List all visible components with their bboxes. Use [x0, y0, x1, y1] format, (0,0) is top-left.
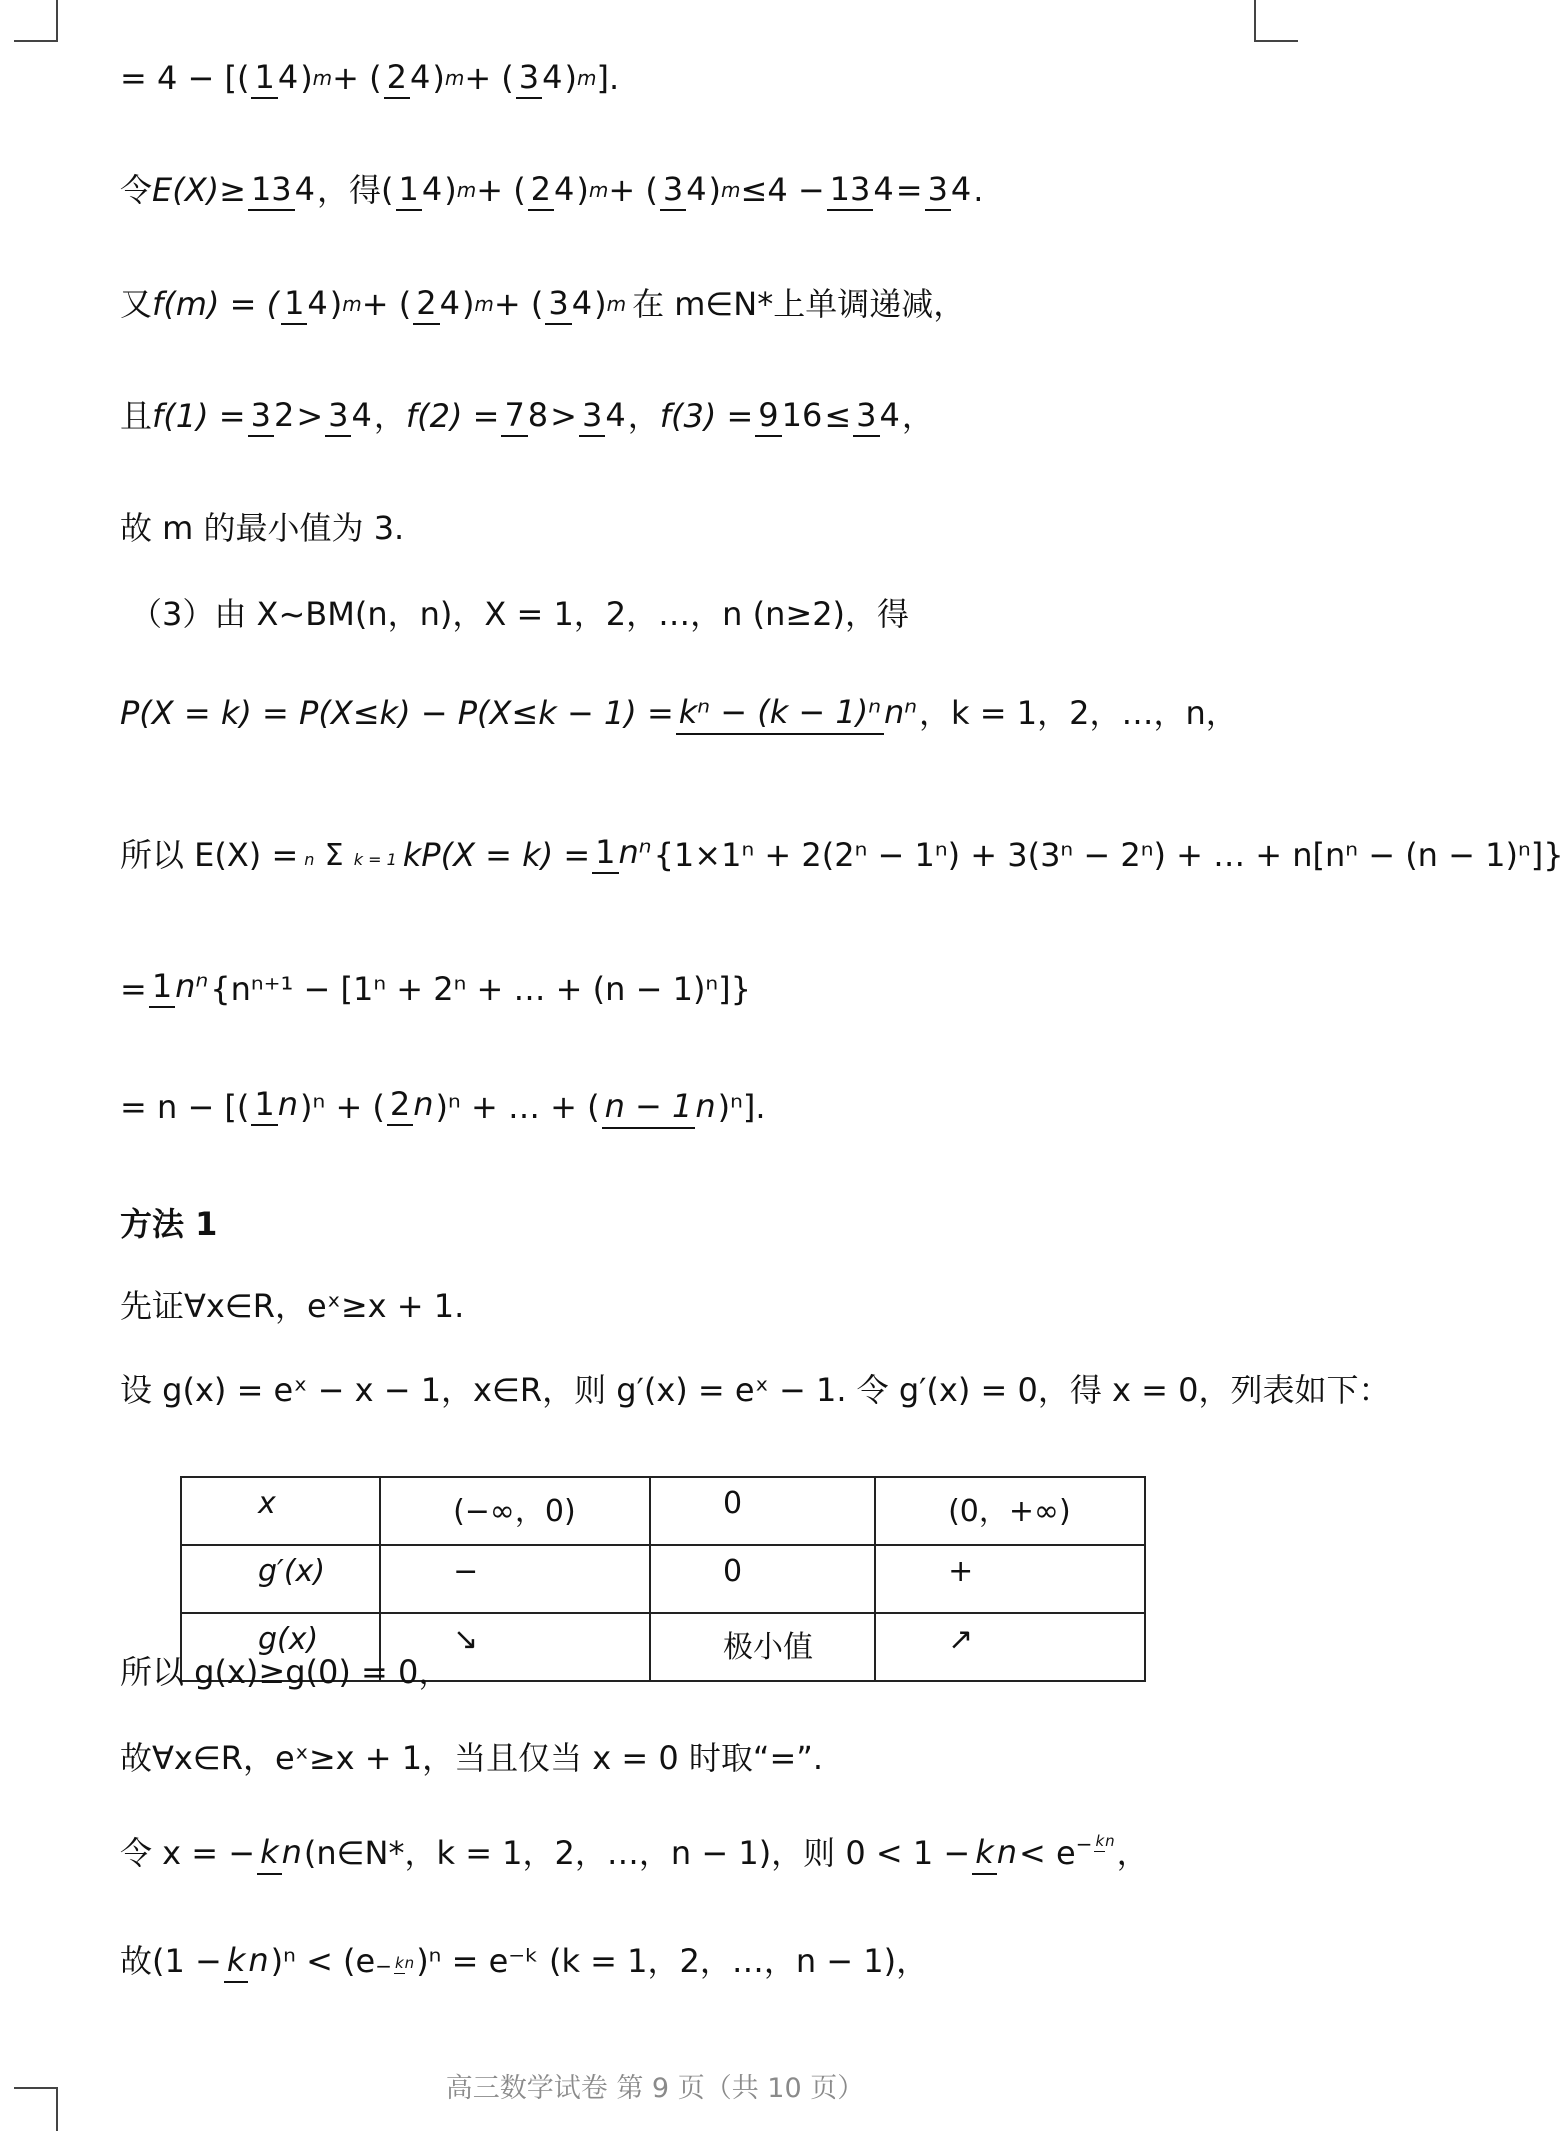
text-line-13: 设 g(x) = eˣ − x − 1，x∈R，则 g′(x) = eˣ − 1. 令 g′(x) = 0，得 x = 0，列表如下：: [120, 1371, 1391, 1409]
variation-table: [180, 1476, 1146, 1682]
table-cell: g(x): [181, 1613, 380, 1681]
table-row: [181, 1477, 1145, 1545]
summation: n Σ k = 1: [304, 838, 397, 874]
equation-line-10: = n − [( 1n )ⁿ + ( 2n )ⁿ + … + ( n − 1n )ⁿ].: [120, 1088, 766, 1126]
equation-line-3: 又 f(m) = ( 14 ) m + ( 24 ) m + ( 34 ) m 在 m∈N*上单调递减，: [120, 284, 966, 324]
method-heading: 方法 1: [120, 1205, 218, 1243]
table-cell: g′(x): [181, 1545, 380, 1613]
text-line-6: （3）由 X~BM(n，n)，X = 1，2，…，n (n≥2)，得: [130, 595, 910, 633]
corner-mark-top-left: [14, 0, 58, 42]
table-cell: 0: [650, 1477, 875, 1545]
table-cell: −: [380, 1545, 650, 1613]
table-cell: ↘: [380, 1613, 650, 1681]
equation-line-16: 令 x = − kn (n∈N*，k = 1，2，…，n − 1)，则 0 < 1 − kn < e − kn ，: [120, 1836, 1149, 1870]
table-cell: +: [875, 1545, 1145, 1613]
equation-line-4: 且 f(1) = 32 > 34 ， f(2) = 78 > 34 ， f(3) = 916 ≤ 34 ，: [120, 396, 934, 436]
table-cell: x: [181, 1477, 380, 1545]
table-cell: (0，+∞): [875, 1477, 1145, 1545]
equation-line-1: = 4 − [( 14 ) m + ( 24 ) m + ( 34 ) m ].: [120, 58, 620, 98]
page-footer: 高三数学试卷 第 9 页（共 10 页）: [445, 2073, 865, 2104]
table-cell: 0: [650, 1545, 875, 1613]
table-cell: 极小值: [650, 1613, 875, 1681]
text-line-15: 故∀x∈R，eˣ≥x + 1，当且仅当 x = 0 时取“=”.: [120, 1739, 824, 1777]
table-row: [181, 1545, 1145, 1613]
table-cell: (−∞，0): [380, 1477, 650, 1545]
text-line-14: 所以 g(x)≥g(0) = 0，: [120, 1653, 451, 1691]
equation-line-9: = 1nⁿ {nⁿ⁺¹ − [1ⁿ + 2ⁿ + … + (n − 1)ⁿ]}: [120, 967, 752, 1008]
equation-line-2: 令 E(X)≥ 134 ，得( 14 ) m + ( 24 ) m + ( 34 ) m ≤4 − 134 = 34 .: [120, 170, 984, 210]
text-line-12: 先证∀x∈R，eˣ≥x + 1.: [120, 1287, 465, 1325]
equation-line-7: P(X = k) = P(X≤k) − P(X≤k − 1) = kⁿ − (k − 1)ⁿnⁿ ，k = 1，2，…，n，: [120, 696, 1238, 730]
equation-line-17: 故(1 − kn )ⁿ < (e − kn )ⁿ = e⁻ᵏ (k = 1，2，…，n − 1)，: [120, 1944, 928, 1978]
corner-mark-top-right: [1254, 0, 1298, 42]
text-line-5: 故 m 的最小值为 3.: [120, 509, 405, 547]
table-cell: ↗: [875, 1613, 1145, 1681]
equation-line-8: 所以 E(X) = n Σ k = 1 kP(X = k) = 1nⁿ {1×1ⁿ + 2(2ⁿ − 1ⁿ) + 3(3ⁿ − 2ⁿ) + … + n[nⁿ − (n − 1)ⁿ]}: [120, 833, 1564, 874]
